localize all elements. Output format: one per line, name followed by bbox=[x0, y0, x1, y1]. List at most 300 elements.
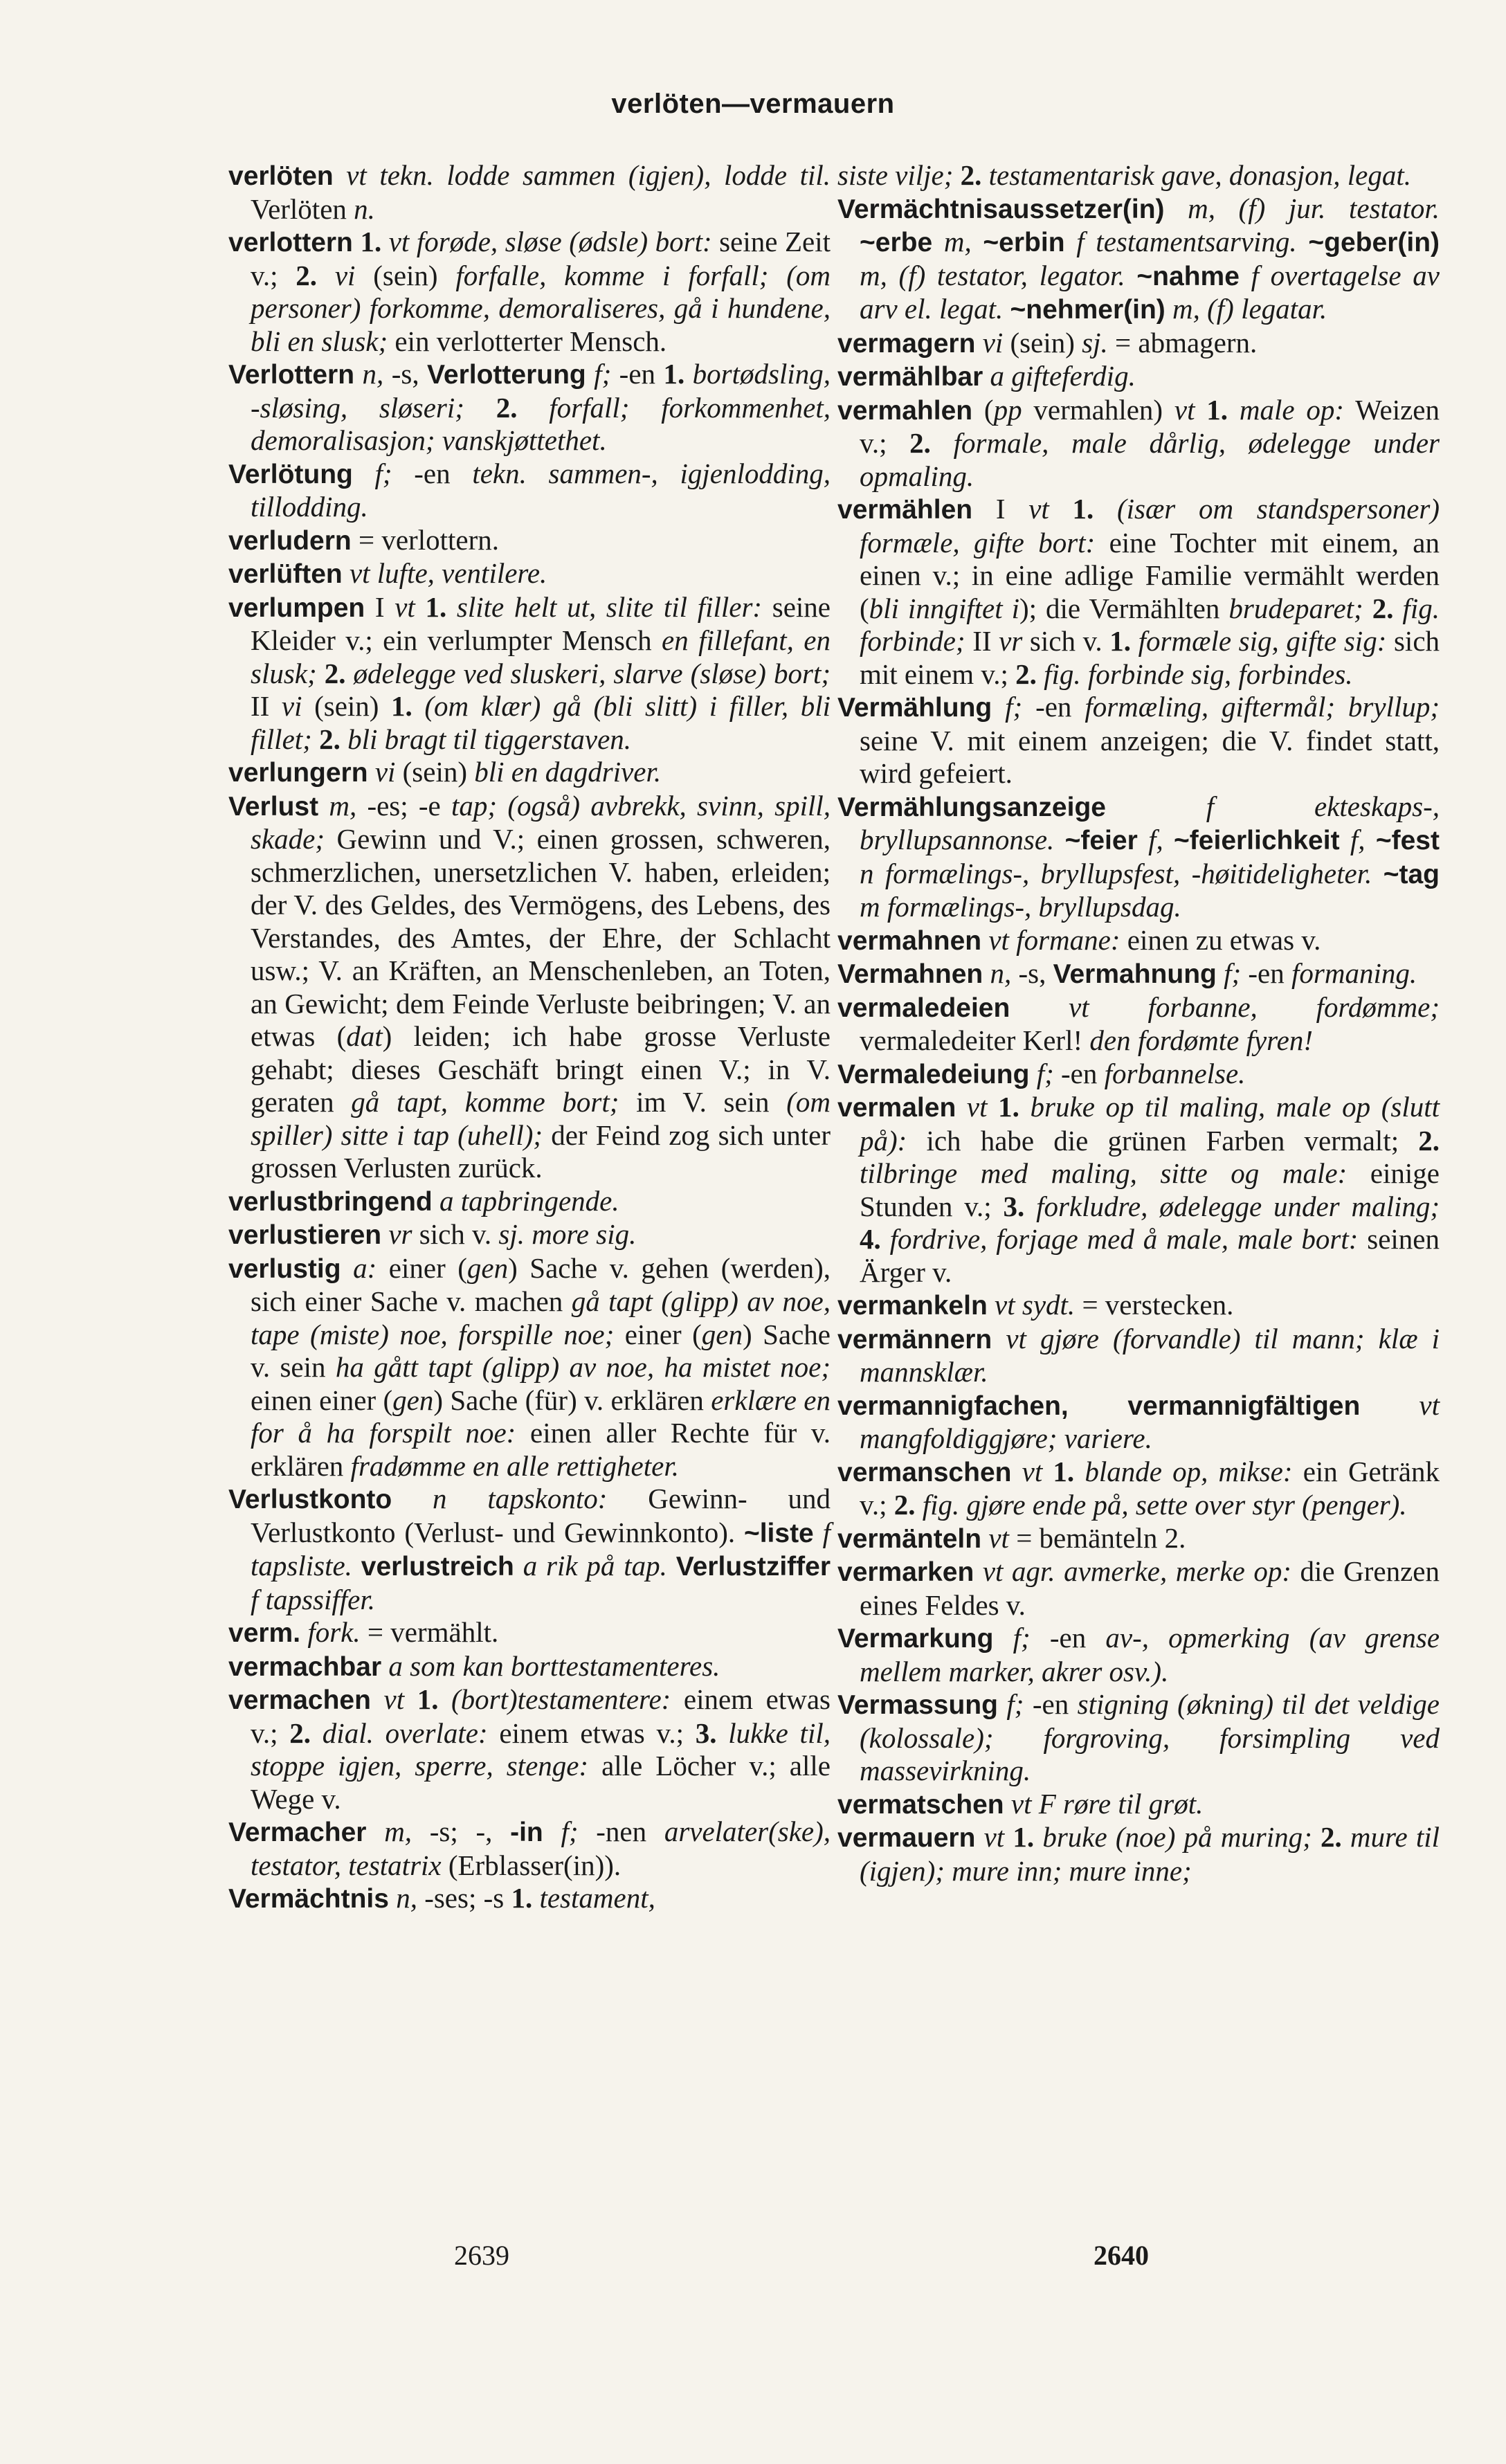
dictionary-entry bbox=[837, 327, 1440, 361]
definition-text: vt forøde, sløse (ødsle) bort: bbox=[381, 226, 712, 257]
definition-text: f; bbox=[352, 457, 392, 489]
dictionary-entry bbox=[837, 1058, 1440, 1091]
definition-text: f; bbox=[992, 691, 1023, 723]
definition-text: (om klær) gå (bli slitt) i filler, bli fillet; bbox=[251, 690, 831, 755]
headword: vermannigfachen, vermannigfältigen bbox=[837, 1390, 1361, 1421]
headword: vermahnen bbox=[837, 925, 982, 956]
entry-text: (Erblasser(in)). bbox=[441, 1849, 622, 1881]
entry-text: einen einer ( bbox=[251, 1384, 393, 1416]
sense-number: 2. bbox=[496, 391, 518, 424]
entry-text bbox=[1195, 394, 1206, 426]
entry-text: sich v. bbox=[412, 1218, 499, 1250]
entry-text bbox=[353, 226, 361, 257]
dictionary-entry bbox=[228, 790, 831, 1185]
entry-text: -en bbox=[1241, 957, 1291, 989]
definition-text: fig. forbinde; bbox=[860, 592, 1440, 657]
definition-text: lukke til, stoppe igjen, sperre, stenge: bbox=[251, 1716, 831, 1782]
dictionary-entry bbox=[228, 1650, 831, 1684]
dictionary-entry bbox=[228, 226, 831, 358]
entry-text: -en bbox=[1024, 1688, 1078, 1720]
dictionary-entry bbox=[228, 1815, 831, 1882]
sense-number: 2. bbox=[960, 159, 982, 191]
headword: Verlötung bbox=[228, 459, 353, 489]
entry-text: Weizen v.; bbox=[860, 393, 1440, 459]
definition-text: pp bbox=[993, 393, 1022, 426]
headword: verlumpen bbox=[228, 592, 365, 623]
definition-text: gen bbox=[701, 1318, 743, 1350]
entry-text: -en bbox=[1030, 1622, 1106, 1654]
dictionary-entry bbox=[837, 360, 1440, 394]
page-number-left: 2639 bbox=[454, 2240, 509, 2271]
definition-text: gen bbox=[466, 1251, 509, 1284]
dictionary-entry bbox=[837, 1788, 1440, 1822]
entry-text bbox=[404, 1683, 417, 1715]
sense-number: 2. bbox=[893, 1489, 916, 1521]
entry-text: -nen bbox=[578, 1815, 664, 1847]
entry-text: (sein) bbox=[355, 259, 456, 291]
headword: vermählen bbox=[837, 495, 973, 525]
entry-text: der Feind zog sich unter grossen Verlusten zurück. bbox=[251, 1118, 831, 1184]
headword: vermalen bbox=[837, 1093, 956, 1123]
headword: vermarken bbox=[837, 1557, 974, 1587]
entry-text: ) Sache (für) v. erklären bbox=[433, 1384, 711, 1416]
entry-text: = bemänteln 2. bbox=[1008, 1521, 1186, 1554]
definition-text: den fordømte fyren! bbox=[1089, 1024, 1313, 1056]
left-column bbox=[228, 159, 831, 1916]
definition-text: bli en dagdriver. bbox=[474, 756, 662, 788]
definition-text: f; bbox=[586, 358, 612, 390]
sense-number: 2. bbox=[324, 657, 346, 689]
definition-text: f; bbox=[997, 1688, 1024, 1720]
definition-text: n, bbox=[983, 957, 1012, 989]
entry-text: seine V. mit einem anzeigen; die V. findet statt, wird gefeiert. bbox=[860, 724, 1440, 789]
entry-text: eine Tochter mit einem, an einen v.; in eine adlige Familie vermählt werden ( bbox=[860, 526, 1440, 624]
entry-text: einen zu etwas v. bbox=[1120, 923, 1321, 956]
sense-number: 1. bbox=[511, 1882, 533, 1914]
entry-text: ich habe die grünen Farben vermalt; bbox=[907, 1124, 1419, 1157]
entry-text: ein verlotterter Mensch. bbox=[388, 325, 667, 357]
sense-number: 1. bbox=[417, 1683, 439, 1715]
dictionary-entry bbox=[228, 1483, 831, 1616]
definition-text: f overtagelse av arv el. legat. bbox=[860, 259, 1440, 325]
definition-text: vt bbox=[1011, 1455, 1043, 1487]
definition-text: vt mangfoldiggjøre; variere. bbox=[860, 1388, 1440, 1454]
dictionary-entry bbox=[228, 1252, 831, 1483]
definition-text: f; bbox=[1216, 957, 1242, 989]
running-header: verlöten—vermauern bbox=[611, 89, 895, 119]
entry-text: einer ( bbox=[614, 1318, 702, 1350]
definition-text: male op: bbox=[1228, 393, 1345, 426]
entry-text: I bbox=[365, 590, 395, 623]
definition-text: vt bbox=[975, 1821, 1005, 1853]
definition-text: m, bbox=[932, 226, 983, 257]
headword: ~nahme bbox=[1136, 261, 1240, 291]
dictionary-entry bbox=[837, 1389, 1440, 1456]
definition-text: m, bbox=[318, 789, 357, 822]
dictionary-entry bbox=[228, 1218, 831, 1252]
headword: verlungern bbox=[228, 758, 368, 788]
entry-text bbox=[415, 591, 426, 623]
entry-text: einem etwas v.; bbox=[487, 1716, 696, 1749]
entry-text: einen aller Rechte für v. erklären bbox=[251, 1417, 831, 1482]
definition-text: vt sydt. bbox=[987, 1289, 1076, 1321]
headword: Verlottern bbox=[228, 360, 355, 390]
sense-number: 1. bbox=[1206, 393, 1228, 426]
definition-text: vt bbox=[956, 1091, 988, 1123]
entry-text: die Grenzen eines Feldes v. bbox=[860, 1555, 1440, 1621]
headword: verlöten bbox=[228, 161, 334, 191]
entry-text: ); die Vermählten bbox=[1019, 592, 1229, 624]
dictionary-entry bbox=[837, 394, 1440, 493]
headword: vermauern bbox=[837, 1823, 976, 1853]
definition-text: erklære en for å ha forspilt noe: bbox=[251, 1384, 831, 1449]
headword: Vermaledeiung bbox=[837, 1059, 1030, 1089]
sense-number: 1. bbox=[360, 226, 382, 257]
definition-text: m, (f) testator, legator. bbox=[860, 259, 1137, 291]
sense-number: 2. bbox=[1372, 592, 1394, 624]
entry-text: (sein) bbox=[395, 756, 475, 788]
entry-text: -es; -e bbox=[356, 789, 452, 822]
definition-text: fork. bbox=[300, 1616, 361, 1648]
entry-text: seinen Ärger v. bbox=[860, 1223, 1440, 1288]
sense-number: 1. bbox=[663, 358, 685, 390]
headword: Vermacher bbox=[228, 1818, 367, 1847]
headword: verlustreich bbox=[361, 1552, 514, 1582]
entry-text: = verstecken. bbox=[1075, 1289, 1234, 1321]
definition-text: vt forbanne, fordømme; bbox=[1010, 990, 1440, 1023]
headword: vermänteln bbox=[837, 1523, 982, 1554]
definition-text: vt lufte, ventilere. bbox=[342, 557, 547, 589]
definition-text: (især om standspersoner) formæle, gifte bort: bbox=[860, 493, 1440, 559]
headword: Vermassung bbox=[837, 1690, 998, 1720]
entry-text: (sein) bbox=[302, 690, 392, 722]
entry-text: -en bbox=[1022, 691, 1085, 723]
definition-text: en fillefant, en slusk; bbox=[251, 624, 831, 689]
dictionary-entry bbox=[228, 557, 831, 591]
definition-text: n formælings-, bryllupsfest, -høitideligheter. bbox=[860, 857, 1383, 889]
dictionary-entry bbox=[837, 192, 1440, 327]
dictionary-entry bbox=[228, 458, 831, 524]
definition-text: fig. gjøre ende på, sette over styr (penger). bbox=[915, 1489, 1407, 1521]
entry-text: -en bbox=[611, 358, 664, 390]
headword: vermankeln bbox=[837, 1291, 988, 1321]
headword: vermachen bbox=[228, 1685, 371, 1715]
headword: vermachbar bbox=[228, 1651, 382, 1682]
sense-number: 1. bbox=[1109, 625, 1132, 657]
dictionary-entry bbox=[837, 924, 1440, 958]
definition-text: f, bbox=[1339, 824, 1376, 855]
definition-text: f; bbox=[993, 1622, 1031, 1654]
definition-text: forfalle, komme i forfall; (om personer) forkomme, demoraliseres, gå i hundene, bli en slusk; bbox=[251, 259, 831, 357]
dictionary-entry bbox=[228, 159, 831, 226]
definition-text: sj. more sig. bbox=[498, 1218, 637, 1250]
headword: vermahlen bbox=[837, 395, 973, 426]
dictionary-entry bbox=[837, 1555, 1440, 1622]
definition-text: vt F røre til grøt. bbox=[1004, 1787, 1204, 1820]
definition-text: gen bbox=[392, 1384, 434, 1416]
headword: vermaledeien bbox=[837, 993, 1010, 1023]
entry-text: sich mit einem v.; bbox=[860, 625, 1440, 690]
headword: vermanschen bbox=[837, 1457, 1012, 1487]
definition-text: forkludre, ødelegge under maling; bbox=[1024, 1190, 1440, 1222]
headword: Vermarkung bbox=[837, 1624, 994, 1654]
dictionary-entry bbox=[228, 1185, 831, 1219]
entry-text: vermahlen) bbox=[1022, 393, 1174, 426]
entry-text: ) Sache v. sein bbox=[251, 1318, 831, 1383]
entry-text: (sein) bbox=[1003, 326, 1082, 359]
entry-text: -s, bbox=[383, 358, 428, 390]
definition-text: stigning (økning) til det veldige (kolossale); forgroving, forsimpling ved massevirkning. bbox=[860, 1688, 1440, 1786]
headword: Verlust bbox=[228, 791, 319, 822]
definition-text: tilbringe med maling, sitte og male: bbox=[860, 1157, 1348, 1189]
dictionary-entry bbox=[228, 358, 831, 458]
dictionary-entry bbox=[837, 1522, 1440, 1556]
definition-text: bli bragt til tiggerstaven. bbox=[340, 723, 632, 755]
definition-text: vt agr. avmerke, merke op: bbox=[974, 1555, 1292, 1587]
definition-text: vi bbox=[317, 259, 356, 291]
definition-text: dial. overlate: bbox=[311, 1716, 488, 1749]
definition-text: a rik på tap. bbox=[514, 1550, 676, 1582]
definition-text: vt gjøre (forvandle) til mann; klæ i mannsklær. bbox=[860, 1322, 1440, 1388]
entry-text: -s, bbox=[1011, 957, 1053, 989]
definition-text: fig. forbinde sig, forbindes. bbox=[1036, 658, 1353, 690]
dictionary-entry bbox=[228, 1882, 831, 1916]
entry-text: ) leiden; ich habe grosse Verluste gehabt; dieses Geschäft bringt einen V.; in V. geraten bbox=[251, 1020, 831, 1118]
entry-text: einem etwas v.; bbox=[251, 1683, 831, 1749]
definition-text: vt formane: bbox=[981, 923, 1121, 956]
definition-text: a gifteferdig. bbox=[983, 360, 1136, 392]
headword: ~nehmer(in) bbox=[1010, 295, 1165, 325]
definition-text: f tapssiffer. bbox=[251, 1583, 375, 1615]
definition-text: mure til (igjen); mure inn; mure inne; bbox=[860, 1821, 1440, 1887]
dictionary-entry bbox=[837, 1821, 1440, 1887]
definition-text: dat bbox=[346, 1020, 383, 1052]
headword: verlustig bbox=[228, 1253, 341, 1284]
definition-text: a: bbox=[341, 1251, 377, 1284]
definition-text: bli inngiftet i bbox=[869, 592, 1019, 624]
dictionary-entry bbox=[837, 691, 1440, 790]
entry-text: ein Getränk v.; bbox=[860, 1455, 1440, 1521]
entry-text: -ses; -s bbox=[417, 1882, 511, 1914]
entry-text: II bbox=[251, 690, 282, 722]
dictionary-entry bbox=[228, 1616, 831, 1650]
definition-text: forfall; forkommenhet, demoralisasjon; vanskjøttethet. bbox=[251, 391, 831, 456]
headword: ~liste bbox=[743, 1518, 814, 1548]
entry-text bbox=[1042, 1456, 1053, 1487]
definition-text: a som kan borttestamenteres. bbox=[381, 1649, 720, 1682]
headword: Vermahnung bbox=[1053, 959, 1217, 989]
definition-text: n tapskonto: bbox=[392, 1483, 608, 1514]
definition-text: forbannelse. bbox=[1104, 1057, 1246, 1089]
dictionary-entry bbox=[837, 1456, 1440, 1522]
entry-text: -s; -, bbox=[412, 1815, 511, 1847]
headword: ~feierlichkeit bbox=[1174, 826, 1340, 855]
headword: Vermahnen bbox=[837, 959, 983, 989]
headword: verlüften bbox=[228, 559, 343, 589]
definition-text: f testamentsarving. bbox=[1064, 226, 1309, 257]
headword: vermagern bbox=[837, 328, 976, 359]
entry-text: im V. sein bbox=[619, 1086, 787, 1118]
dictionary-entry bbox=[837, 790, 1440, 924]
sense-number: 1. bbox=[1053, 1455, 1075, 1487]
sense-number: 2. bbox=[319, 723, 341, 755]
definition-text: vt bbox=[981, 1521, 1009, 1554]
definition-text: brudeparet; bbox=[1228, 592, 1372, 624]
sense-number: 2. bbox=[1418, 1124, 1440, 1157]
entry-text: = abmagern. bbox=[1107, 326, 1258, 359]
entry-text: seine Kleider v.; ein verlumpter Mensch bbox=[251, 590, 831, 656]
definition-text: vi bbox=[281, 690, 302, 722]
dictionary-entry bbox=[837, 1622, 1440, 1688]
definition-text: sj. bbox=[1082, 326, 1108, 359]
dictionary-entry bbox=[228, 756, 831, 790]
definition-text: f ekteskaps-, bryllupsannonse. bbox=[860, 790, 1440, 855]
sense-number: 2. bbox=[909, 427, 931, 459]
entry-text: einer ( bbox=[376, 1251, 467, 1284]
definition-text: slite helt ut, slite til filler: bbox=[446, 590, 763, 623]
headword: Verlotterung bbox=[427, 360, 586, 390]
entry-text: ) Sache v. gehen (werden), sich einer Sache v. machen bbox=[251, 1251, 831, 1317]
definition-text: (bort)testamentere: bbox=[438, 1683, 671, 1715]
definition-text: vt bbox=[370, 1683, 405, 1715]
definition-text: n, bbox=[388, 1882, 417, 1914]
definition-text: fradømme en alle rettigheter. bbox=[350, 1449, 679, 1482]
entry-text bbox=[1004, 1821, 1013, 1853]
entry-text: II bbox=[965, 625, 999, 657]
definition-text: vi bbox=[975, 326, 1004, 359]
definition-text: testament, bbox=[532, 1882, 655, 1914]
headword: verlottern bbox=[228, 228, 353, 257]
definition-text: tekn. sammen-, igjenlodding, tillodding. bbox=[251, 457, 831, 523]
headword: verlustieren bbox=[228, 1220, 382, 1250]
definition-text: bortødsling, -sløsing, sløseri; bbox=[251, 358, 831, 424]
dictionary-entry bbox=[837, 1289, 1440, 1323]
definition-text: ødelegge ved sluskeri, slarve (sløse) bort; bbox=[345, 657, 831, 689]
entry-text: Gewinn und V.; einen grossen, schweren, schmerzlichen, unersetzlichen V. haben, erleiden; der V. des Geldes, des Vermögens, des Lebens, des Verstandes, des Amtes, der Ehre, der Schlacht usw.; V. an Kräften, an Menschenleben, an Toten, an Gewicht; dem Feinde Verluste beibringen; V. an etwas ( bbox=[251, 823, 831, 1052]
definition-text: fordrive, forjage med å male, male bort: bbox=[880, 1223, 1359, 1255]
definition-text: f; bbox=[543, 1815, 579, 1847]
definition-text: arvelater(ske), testator, testatrix bbox=[251, 1815, 831, 1881]
definition-text: gå tapt (glipp) av noe, tape (miste) noe, forspille noe; bbox=[251, 1285, 831, 1350]
definition-text: bruke (noe) på muring; bbox=[1034, 1821, 1321, 1853]
definition-text: av-, opmerking (av grense mellem marker, akrer osv.). bbox=[860, 1622, 1440, 1687]
sense-number: 2. bbox=[1320, 1821, 1342, 1853]
definition-text: f, bbox=[1137, 824, 1174, 855]
dictionary-entry bbox=[228, 1683, 831, 1815]
headword: ~fest bbox=[1375, 826, 1440, 855]
entry-text: = verlottern. bbox=[351, 523, 499, 556]
definition-text: f; bbox=[1029, 1057, 1054, 1089]
headword: ~feier bbox=[1064, 826, 1138, 855]
sense-number: 1. bbox=[1013, 1821, 1035, 1853]
definition-text: vt tekn. lodde sammen (igjen), lodde til. bbox=[333, 159, 831, 191]
headword: ~erbin bbox=[983, 228, 1065, 257]
headword: ~erbe bbox=[860, 228, 933, 257]
sense-number: 1. bbox=[425, 590, 447, 623]
definition-text: vt bbox=[1028, 493, 1049, 525]
definition-text: m, bbox=[366, 1815, 412, 1847]
dictionary-entry bbox=[837, 1091, 1440, 1289]
sense-number: 1. bbox=[1072, 493, 1094, 525]
dictionary-entry bbox=[837, 991, 1440, 1058]
dictionary-entry bbox=[837, 1323, 1440, 1389]
entry-text: = vermählt. bbox=[360, 1616, 499, 1648]
definition-text: siste vilje; bbox=[837, 159, 961, 191]
headword: Vermählung bbox=[837, 693, 992, 723]
definition-text: vt bbox=[394, 590, 415, 623]
headword: Verlustziffer bbox=[675, 1552, 831, 1582]
entry-text: Verlöten bbox=[251, 192, 354, 225]
headword: verlustbringend bbox=[228, 1186, 433, 1217]
dictionary-entry bbox=[228, 524, 831, 558]
definition-text: m formælings-, bryllupsdag. bbox=[860, 891, 1181, 923]
definition-text: m, (f) legatar. bbox=[1165, 293, 1327, 325]
definition-text: vr bbox=[999, 625, 1023, 657]
headword: Vermächtnisaussetzer(in) bbox=[837, 194, 1165, 224]
entry-text: sich v. bbox=[1022, 625, 1110, 657]
entry-text: einige Stunden v.; bbox=[860, 1157, 1440, 1222]
definition-text: formæling, giftermål; bryllup; bbox=[1085, 691, 1440, 723]
definition-text: f tapsliste. bbox=[251, 1516, 831, 1582]
page-number-right: 2640 bbox=[1094, 2240, 1149, 2271]
entry-text: seine Zeit v.; bbox=[251, 226, 831, 291]
headword: vermählbar bbox=[837, 362, 983, 392]
sense-number: 1. bbox=[998, 1091, 1019, 1123]
entry-text: -en bbox=[1053, 1057, 1105, 1089]
headword: verludern bbox=[228, 525, 352, 556]
definition-text: n. bbox=[354, 192, 375, 225]
entry-text: alle Löcher v.; alle Wege v. bbox=[251, 1750, 831, 1815]
headword: Vermächtnis bbox=[228, 1884, 389, 1914]
definition-text: (om spiller) sitte i tap (uhell); bbox=[251, 1086, 831, 1151]
definition-text: tap; (også) avbrekk, svinn, spill, skade; bbox=[251, 789, 831, 855]
entry-text: -en bbox=[392, 457, 473, 489]
definition-text: vt bbox=[1174, 393, 1195, 426]
entry-text: vermaledeiter Kerl! bbox=[860, 1024, 1090, 1056]
entry-text bbox=[1049, 493, 1073, 525]
definition-text: testamentarisk gave, donasjon, legat. bbox=[981, 159, 1411, 191]
definition-text: bruke op til maling, male op (slutt på): bbox=[860, 1091, 1440, 1157]
headword: Verlustkonto bbox=[228, 1485, 392, 1514]
sense-number: 3. bbox=[1003, 1190, 1025, 1222]
definition-text: n, bbox=[354, 358, 384, 390]
headword: -in bbox=[510, 1818, 543, 1847]
dictionary-entry bbox=[228, 591, 831, 757]
right-column bbox=[837, 159, 1440, 1887]
entry-text bbox=[988, 1091, 999, 1123]
definition-text: formale, male dårlig, ødelegge under opmaling. bbox=[860, 427, 1440, 492]
headword: vermatschen bbox=[837, 1789, 1004, 1820]
entry-text: Gewinn- und Verlustkonto (Verlust- und Gewinnkonto). bbox=[251, 1483, 831, 1548]
definition-text: ha gått tapt (glipp) av noe, ha mistet noe; bbox=[335, 1351, 831, 1383]
sense-number: 1. bbox=[391, 690, 412, 722]
definition-text: m, (f) jur. testator. bbox=[1164, 192, 1440, 224]
headword: ~geber(in) bbox=[1308, 228, 1440, 257]
sense-number: 2. bbox=[289, 1716, 311, 1749]
definition-text: vr bbox=[381, 1218, 412, 1250]
headword: Vermählungsanzeige bbox=[837, 792, 1106, 822]
headword: ~tag bbox=[1383, 859, 1440, 889]
definition-text: blande op, mikse: bbox=[1074, 1455, 1293, 1487]
entry-text: ( bbox=[972, 393, 994, 426]
sense-number: 4. bbox=[860, 1223, 881, 1255]
sense-number: 2. bbox=[1015, 658, 1037, 690]
sense-number: 2. bbox=[296, 259, 318, 291]
dictionary-entry bbox=[837, 957, 1440, 991]
definition-text: gå tapt, komme bort; bbox=[351, 1086, 619, 1118]
dictionary-entry bbox=[837, 159, 1440, 192]
sense-number: 3. bbox=[695, 1716, 717, 1749]
